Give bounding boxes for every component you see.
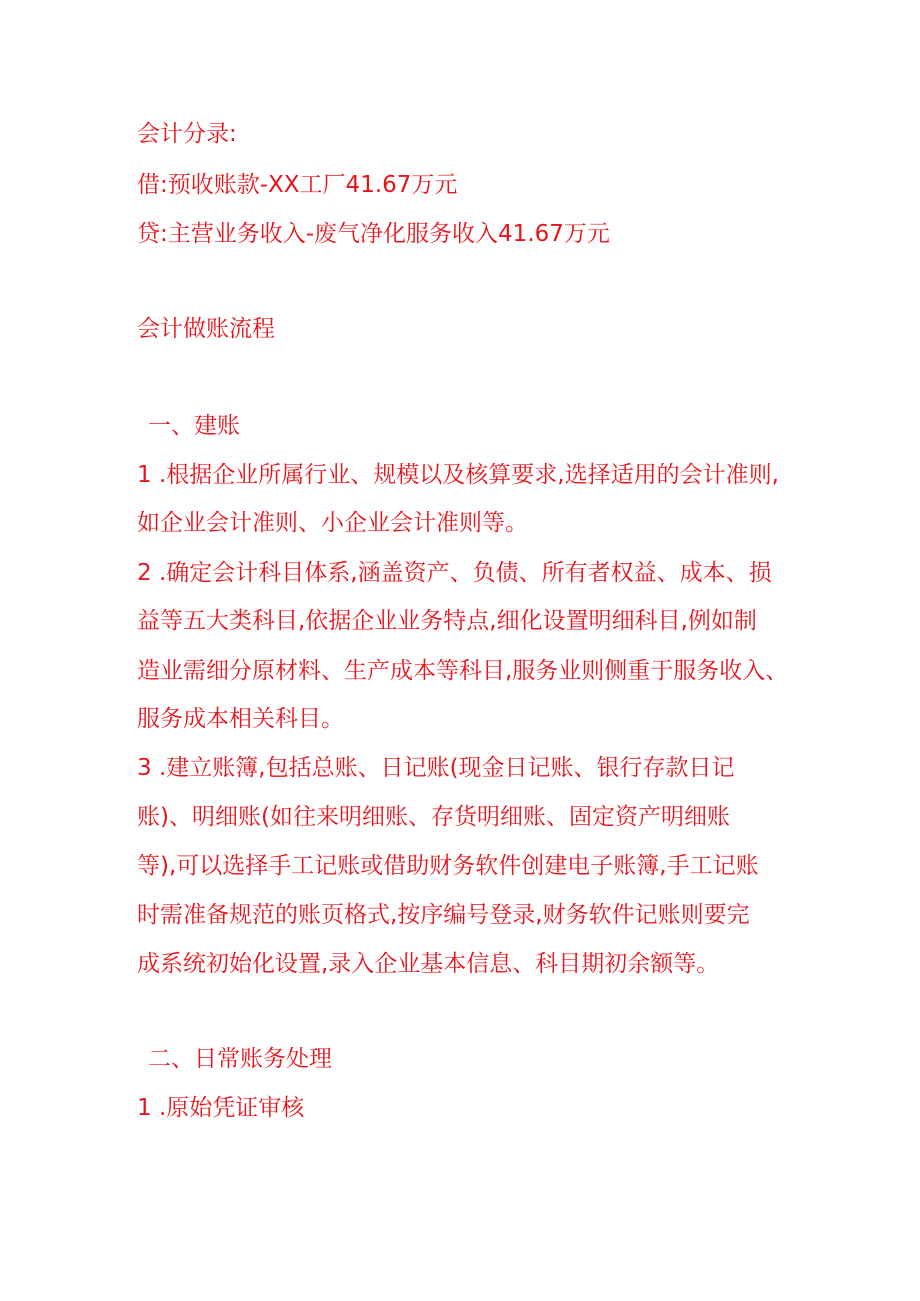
section1-item2-line3: 造业需细分原材料、生产成本等科目,服务业则侧重于服务收入、 bbox=[137, 658, 789, 684]
section1-item3-line4: 时需准备规范的账页格式,按序编号登录,财务软件记账则要完 bbox=[137, 902, 750, 928]
section1-item3-line5: 成系统初始化设置,录入企业基本信息、科目期初余额等。 bbox=[137, 951, 720, 977]
section1-item3-line3: 等),可以选择手工记账或借助财务软件创建电子账簿,手工记账 bbox=[137, 853, 759, 879]
process-title: 会计做账流程 bbox=[137, 316, 275, 342]
section1-heading: 一、建账 bbox=[148, 413, 240, 439]
section1-item1-line1: 1 .根据企业所属行业、规模以及核算要求,选择适用的会计准则, bbox=[137, 462, 779, 488]
section1-item1-line2: 如企业会计准则、小企业会计准则等。 bbox=[137, 510, 528, 536]
entry-debit: 借:预收账款-XX工厂41.67万元 bbox=[137, 172, 458, 198]
section1-item2-line2: 益等五大类科目,依据企业业务特点,细化设置明细科目,例如制 bbox=[137, 608, 757, 634]
section2-heading: 二、日常账务处理 bbox=[148, 1046, 332, 1072]
section1-item3-line2: 账)、明细账(如往来明细账、存货明细账、固定资产明细账 bbox=[137, 804, 730, 830]
entry-title: 会计分录: bbox=[137, 121, 237, 147]
section1-item2-line4: 服务成本相关科目。 bbox=[137, 706, 344, 732]
section2-item1: 1 .原始凭证审核 bbox=[137, 1095, 305, 1121]
section1-item3-line1: 3 .建立账簿,包括总账、日记账(现金日记账、银行存款日记 bbox=[137, 755, 735, 781]
entry-credit: 贷:主营业务收入-废气净化服务收入41.67万元 bbox=[137, 221, 610, 247]
section1-item2-line1: 2 .确定会计科目体系,涵盖资产、负债、所有者权益、成本、损 bbox=[137, 560, 772, 586]
